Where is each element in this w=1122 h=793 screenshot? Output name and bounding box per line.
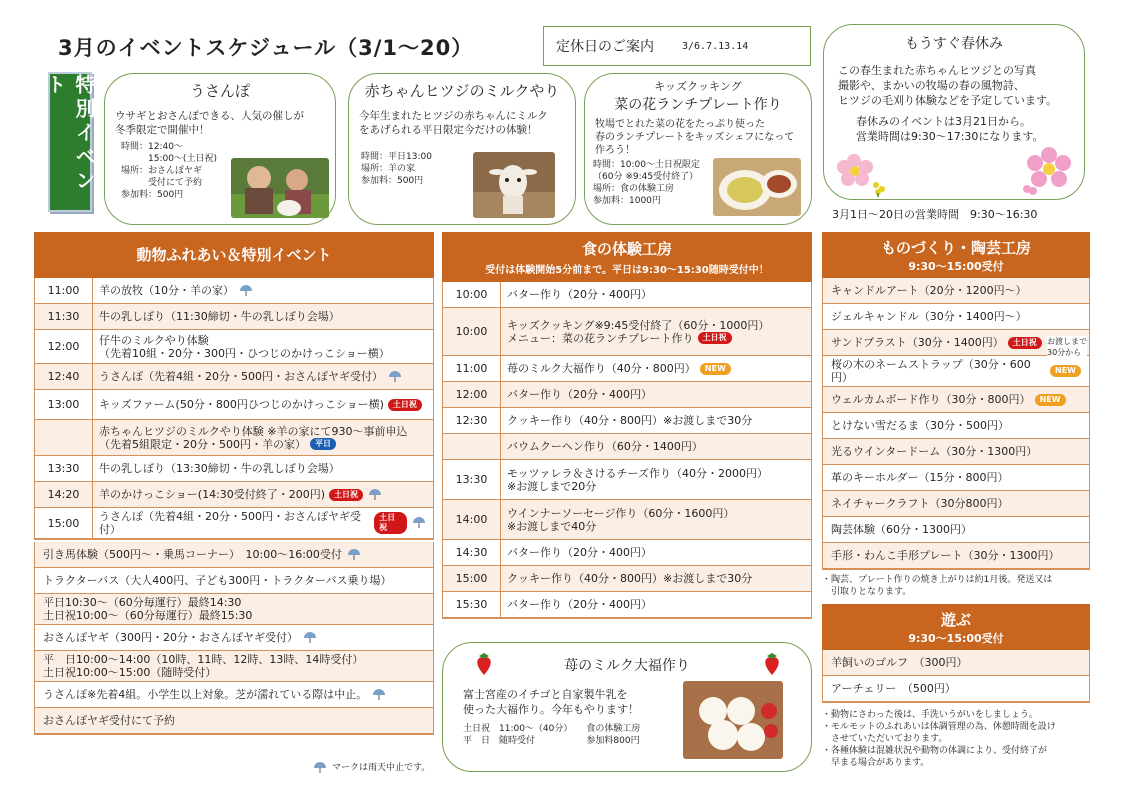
- list-text-line: 羊飼いのゴルフ （300円）: [831, 656, 968, 669]
- food-section-header: [442, 232, 812, 282]
- schedule-row: [443, 282, 811, 308]
- list-content: [831, 523, 972, 536]
- list-content: [43, 714, 175, 727]
- event-time: （60分 ※9:45受付終了）: [593, 172, 699, 182]
- list-text-line: 土日祝10:00〜15:00（随時受付）: [43, 666, 217, 679]
- event-place: 場所：おさんぽヤギ: [121, 166, 203, 176]
- list-text: [43, 630, 318, 646]
- schedule-row: [443, 460, 811, 500]
- event-time: 時間：平日13:00: [361, 152, 432, 162]
- schedule-text-line: 仔牛のミルクやり体験: [99, 333, 209, 347]
- list-content: [831, 393, 1066, 406]
- umbrella-icon: [367, 487, 383, 503]
- schedule-row: [35, 330, 433, 364]
- schedule-time: 15:00: [35, 508, 93, 538]
- schedule-row: [35, 364, 433, 390]
- schedule-row: [35, 304, 433, 330]
- list-text-line: 土日祝10:00〜（60分毎運行）最終15:30: [43, 609, 253, 622]
- list-text: [831, 682, 956, 695]
- schedule-row: [35, 420, 433, 456]
- schedule-text: [507, 572, 805, 585]
- list-row: [823, 413, 1089, 439]
- craft-note: [822, 574, 1090, 598]
- food-section-title: 食の体験工房: [581, 240, 672, 258]
- event-desc: 今年生まれたヒツジの赤ちゃんにミルク: [359, 110, 548, 122]
- list-text: [831, 336, 1042, 349]
- schedule-time: 11:30: [35, 304, 93, 329]
- daifuku-text: 使った大福作り。今年もやります！: [463, 703, 639, 716]
- schedule-text-line: バター作り（20分・400円）: [507, 288, 652, 301]
- event-time: 時間：10:00〜土日祝限定: [593, 160, 700, 170]
- badge-new: NEW: [700, 363, 731, 375]
- list-text: [831, 471, 1009, 484]
- event-title: 赤ちゃんヒツジのミルクやり: [364, 82, 560, 100]
- schedule-text: [507, 598, 805, 611]
- list-text-line: 引き馬体験（500円〜・乗馬コーナー） 10:00〜16:00受付: [43, 548, 342, 561]
- schedule-content: [501, 465, 811, 495]
- flower-icon: [1019, 145, 1081, 197]
- play-section-header: [822, 604, 1090, 650]
- list-text-line: 平日10:30〜（60分毎運行）最終14:30: [43, 596, 242, 609]
- schedule-content: [501, 505, 811, 535]
- schedule-time: [443, 434, 501, 459]
- schedule-text-line: メニュー：菜の花ランチプレート作り: [507, 331, 694, 345]
- umbrella-icon: [302, 630, 318, 646]
- schedule-content: [501, 544, 811, 561]
- event-milk-lamb: [348, 73, 576, 225]
- schedule-text-line: 羊の放牧（10分・羊の家）: [99, 284, 234, 297]
- list-text-line: 革のキーホルダー（15分・800円）: [831, 471, 1009, 484]
- list-row: [35, 625, 433, 651]
- daifuku-info: 参加料800円: [586, 736, 640, 746]
- schedule-text-line: 苺のミルク大福作り（40分・800円）: [507, 362, 696, 375]
- list-content: [43, 653, 363, 679]
- schedule-content: [501, 360, 811, 377]
- list-text: [831, 310, 1027, 323]
- schedule-text-line: モッツァレラ＆さけるチーズ作り（40分・2000円）: [507, 466, 768, 480]
- list-text-line: 陶芸体験（60分・1300円）: [831, 523, 972, 536]
- closed-days-dates: 3/6.7.13.14: [682, 40, 749, 52]
- schedule-row: [35, 508, 433, 539]
- list-content: [831, 445, 1037, 458]
- spring-text: 撮影や、まかいの牧場の春の風物詩、: [838, 79, 1025, 92]
- schedule-row: [443, 308, 811, 356]
- schedule-time: 13:30: [35, 456, 93, 481]
- list-row: [823, 517, 1089, 543]
- list-content: [43, 596, 252, 622]
- schedule-time: 11:00: [443, 356, 501, 381]
- schedule-row: [35, 456, 433, 482]
- schedule-content: [501, 438, 811, 455]
- schedule-content: [93, 308, 433, 325]
- schedule-content: [93, 332, 433, 362]
- list-text-line: トラクターバス（大人400円、子ども300円・トラクターバス乗り場）: [43, 574, 392, 587]
- event-kids-cooking: [584, 73, 812, 225]
- schedule-time: 15:00: [443, 566, 501, 591]
- play-notes: [822, 709, 1090, 769]
- list-content: [831, 419, 1009, 432]
- list-row: [823, 304, 1089, 330]
- list-text: [831, 497, 1008, 510]
- schedule-text: [99, 425, 427, 438]
- event-desc: 牧場でとれた菜の花をたっぷり使った: [595, 119, 765, 130]
- list-text-line: 平 日10:00〜14:00（10時、11時、12時、13時、14時受付）: [43, 653, 364, 666]
- craft-section-subtitle: 9:30〜15:00受付: [908, 260, 1004, 273]
- schedule-text: [507, 388, 805, 401]
- event-time: 15:00〜(土日祝): [121, 154, 217, 164]
- schedule-content: [501, 596, 811, 613]
- umbrella-icon: [346, 547, 362, 563]
- list-content: [831, 358, 1081, 384]
- schedule-text-line: （先着10組・20分・300円・ひつじのかけっこショー横）: [99, 346, 390, 360]
- spring-text: この春生まれた赤ちゃんヒツジとの写真: [838, 64, 1036, 77]
- page-title: 3月のイベントスケジュール（3/1〜20）: [58, 36, 474, 60]
- play-note-line: 早まる場合があります。: [822, 758, 930, 768]
- schedule-time: 10:00: [443, 282, 501, 307]
- schedule-content: [501, 570, 811, 587]
- schedule-content: [501, 317, 811, 347]
- schedule-text-line: ウインナーソーセージ作り（60分・1600円）: [507, 506, 735, 520]
- schedule-text-line: うさんぽ（先着4組・20分・500円・おさんぽヤギ受付）: [99, 510, 361, 536]
- schedule-text: [99, 462, 427, 475]
- schedule-text-line: （先着5組限定・20分・500円・羊の家）: [99, 437, 306, 451]
- list-content: [831, 656, 968, 669]
- badge-weekend: 土日祝: [698, 332, 732, 344]
- schedule-row: [443, 566, 811, 592]
- list-content: [43, 630, 318, 646]
- spring-text: 営業時間は9:30〜17:30になります。: [856, 130, 1044, 143]
- rain-note: [312, 760, 430, 776]
- schedule-text: [99, 398, 427, 411]
- daifuku-info: 土日祝 11:00〜（40分）: [463, 724, 573, 734]
- schedule-content: [501, 286, 811, 303]
- event-desc: 冬季限定で開催中！: [115, 124, 210, 136]
- list-text-line: ネイチャークラフト（30分800円）: [831, 497, 1009, 510]
- list-text: [43, 666, 363, 679]
- badge-weekend: 土日祝: [1008, 337, 1042, 349]
- play-note-line: ・各種体験は混雑状況や動物の体調により、受付終了が: [822, 746, 1048, 756]
- list-text-line: 手形・わんこ手形プレート（30分・1300円）: [831, 549, 1060, 562]
- list-text: [43, 653, 363, 666]
- schedule-time: 12:30: [443, 408, 501, 433]
- list-text-line: おさんぽヤギ受付にて予約: [43, 714, 175, 727]
- schedule-text-line: 赤ちゃんヒツジのミルクやり体験 ※羊の家にて930〜事前申込: [99, 424, 408, 438]
- list-content: [831, 284, 1027, 297]
- list-text: [831, 419, 1009, 432]
- event-place: 受付にて予約: [121, 178, 203, 188]
- play-note-line: させていただいております。: [822, 734, 948, 744]
- play-section: [822, 604, 1090, 769]
- list-content: [831, 497, 1008, 510]
- event-place: 場所：食の体験工房: [593, 184, 675, 194]
- list-row: [823, 543, 1089, 569]
- event-fee: 参加料：500円: [361, 176, 424, 186]
- list-text-line: うさんぽ※先着4組。小学生以上対象。芝が濡れている際は中止。: [43, 688, 368, 701]
- list-text: [43, 547, 362, 563]
- list-text-line: ジェルキャンドル（30分・1400円〜）: [831, 310, 1027, 323]
- list-row: [35, 568, 433, 594]
- food-section-subtitle: 受付は体験開始5分前まで。平日は9:30〜15:30随時受付中！: [485, 265, 769, 276]
- schedule-row: [35, 278, 433, 304]
- list-row: [823, 491, 1089, 517]
- schedule-text: [507, 332, 805, 345]
- lamb-photo: [473, 152, 555, 218]
- schedule-time: 10:00: [443, 308, 501, 355]
- list-text: [43, 687, 387, 703]
- schedule-text: [99, 310, 427, 323]
- event-subtitle: キッズクッキング: [654, 80, 742, 93]
- schedule-row: [443, 592, 811, 618]
- schedule-row: [443, 408, 811, 434]
- list-text-line: 桜の木のネームストラップ（30分・600円）: [831, 358, 1031, 384]
- umbrella-icon: [312, 760, 328, 776]
- play-note-line: ・モルモットのふれあいは体調管理の為、休憩時間を設け: [822, 722, 1056, 732]
- event-place: 場所：羊の家: [361, 164, 416, 174]
- schedule-text: [507, 414, 805, 427]
- schedule-text: [99, 487, 427, 503]
- schedule-text: [99, 510, 427, 536]
- umbrella-icon: [371, 687, 387, 703]
- event-desc: 春のランチプレートをキッズシェフになって: [595, 132, 795, 143]
- event-title: うさんぽ: [189, 82, 250, 100]
- list-row: [823, 387, 1089, 413]
- umbrella-icon: [411, 515, 427, 531]
- craft-side-note: お渡しまで30分から: [1047, 337, 1087, 357]
- strawberry-icon: [761, 651, 783, 677]
- special-event-tab: 特別イベント: [48, 72, 92, 212]
- schedule-text: [99, 438, 427, 451]
- list-text-line: おさんぽヤギ（300円・20分・おさんぽヤギ受付）: [43, 631, 298, 644]
- event-time: 時間：12:40〜: [121, 142, 183, 152]
- event-fee: 参加料：1000円: [593, 196, 661, 206]
- list-row: [35, 682, 433, 708]
- schedule-row: [443, 382, 811, 408]
- list-text: [43, 609, 252, 622]
- schedule-text-line: 羊のかけっこショー(14:30受付終了・200円): [99, 488, 326, 501]
- event-usanpo: [104, 73, 336, 225]
- umbrella-icon: [387, 369, 403, 385]
- schedule-text: [99, 334, 427, 347]
- schedule-time: 11:00: [35, 278, 93, 303]
- spring-title: もうすぐ春休み: [905, 36, 1003, 52]
- list-row: [823, 465, 1089, 491]
- list-text-line: 光るウインタードーム（30分・1300円）: [831, 445, 1038, 458]
- list-text-line: アーチェリー （500円）: [831, 682, 956, 695]
- spring-text: ヒツジの毛刈り体験などを予定しています。: [838, 94, 1058, 107]
- list-row: [35, 594, 433, 625]
- list-text: [831, 445, 1037, 458]
- craft-section-header: [822, 232, 1090, 278]
- play-note-line: ・動物にさわった後は、手洗いうがいをしましょう。: [822, 710, 1038, 720]
- event-title: 菜の花ランチプレート作り: [614, 97, 782, 113]
- rain-note-text: マークは雨天中止です。: [332, 763, 431, 773]
- schedule-content: [93, 367, 433, 387]
- schedule-text: [99, 283, 427, 299]
- schedule-time: [35, 420, 93, 455]
- schedule-time: 15:30: [443, 592, 501, 617]
- animal-section-title: 動物ふれあい＆特別イベント: [34, 232, 434, 278]
- schedule-text-line: キッズファーム(50分・800円ひつじのかけっこショー横): [99, 398, 384, 411]
- schedule-time: 13:00: [35, 390, 93, 419]
- schedule-text: [507, 520, 805, 533]
- schedule-text-line: クッキー作り（40分・800円）※お渡しまで30分: [507, 414, 753, 427]
- schedule-time: 12:40: [35, 364, 93, 389]
- event-desc: 作ろう！: [595, 145, 635, 156]
- animal-extras: [34, 542, 434, 735]
- schedule-text-line: バター作り（20分・400円）: [507, 598, 652, 611]
- list-content: [831, 682, 956, 695]
- craft-note-line: ・陶芸、プレート作りの焼き上がりは約1月後。発送又は: [822, 575, 1053, 585]
- play-section-title: 遊ぶ: [940, 611, 971, 629]
- daifuku-info: 食の体験工房: [586, 724, 641, 734]
- rabbit-photo: [231, 158, 329, 218]
- schedule-content: [93, 460, 433, 477]
- daifuku-info: 平 日 随時受付: [463, 736, 536, 746]
- schedule-text: [99, 347, 427, 360]
- craft-note-line: 引取りとなります。: [822, 587, 912, 597]
- schedule-row: [443, 540, 811, 566]
- list-row: [823, 676, 1089, 702]
- list-text-line: サンドブラスト（30分・1400円）: [831, 336, 1004, 349]
- schedule-time: 13:30: [443, 460, 501, 499]
- schedule-row: [35, 390, 433, 420]
- schedule-row: [443, 356, 811, 382]
- schedule-text: [507, 546, 805, 559]
- schedule-text: [507, 507, 805, 520]
- badge-new: NEW: [1035, 394, 1066, 406]
- list-text-line: キャンドルアート（20分・1200円〜）: [831, 284, 1027, 297]
- strawberry-icon: [473, 651, 495, 677]
- schedule-text: [507, 319, 805, 332]
- list-text-line: とけない雪だるま（30分・500円）: [831, 419, 1009, 432]
- list-row: [35, 708, 433, 734]
- list-text: [43, 714, 175, 727]
- schedule-time: 14:20: [35, 482, 93, 507]
- event-fee: 参加料：500円: [121, 190, 184, 200]
- schedule-text-line: バウムクーヘン作り（60分・1400円）: [507, 440, 703, 453]
- schedule-text: [99, 369, 427, 385]
- schedule-text: [507, 480, 805, 493]
- daifuku-text: 富士宮産のイチゴと自家製牛乳を: [463, 688, 628, 701]
- list-text-line: ウェルカムボード作り（30分・800円）: [831, 393, 1031, 406]
- list-content: [43, 547, 362, 563]
- schedule-time: 14:00: [443, 500, 501, 539]
- list-content: [831, 310, 1027, 323]
- list-text: [831, 393, 1066, 406]
- daifuku-box: [442, 642, 812, 772]
- list-content: [831, 336, 1042, 349]
- play-section-subtitle: 9:30〜15:00受付: [908, 632, 1004, 645]
- schedule-text-line: 牛の乳しぼり（11:30締切・牛の乳しぼり会場）: [99, 310, 340, 323]
- schedule-content: [93, 508, 433, 538]
- schedule-content: [93, 281, 433, 301]
- list-text: [831, 523, 972, 536]
- event-desc: をあげられる平日限定今だけの体験！: [359, 124, 538, 136]
- list-row: [823, 278, 1089, 304]
- schedule-text-line: ※お渡しまで40分: [507, 519, 597, 533]
- list-row: [35, 542, 433, 568]
- schedule-text-line: うさんぽ（先着4組・20分・500円・おさんぽヤギ受付）: [99, 370, 383, 383]
- list-text: [43, 574, 391, 587]
- daifuku-photo: [683, 681, 783, 759]
- flower-icon: [832, 149, 892, 197]
- craft-section: [822, 232, 1090, 598]
- spring-break-box: [823, 24, 1085, 200]
- event-desc: ウサギとおさんぽできる、人気の催しが: [115, 110, 304, 122]
- schedule-content: [93, 485, 433, 505]
- schedule-text: [507, 362, 805, 375]
- schedule-row: [35, 482, 433, 508]
- schedule-content: [93, 423, 433, 453]
- list-content: [831, 471, 1009, 484]
- schedule-text-line: キッズクッキング※9:45受付終了（60分・1000円）: [507, 318, 770, 332]
- schedule-text-line: バター作り（20分・400円）: [507, 388, 652, 401]
- badge-weekday: 平日: [310, 438, 336, 450]
- list-row: [823, 439, 1089, 465]
- list-text: [43, 596, 252, 609]
- schedule-text-line: 牛の乳しぼり（13:30締切・牛の乳しぼり会場）: [99, 462, 340, 475]
- list-row: [823, 650, 1089, 676]
- schedule-time: 12:00: [443, 382, 501, 407]
- schedule-text: [507, 467, 805, 480]
- business-hours: 3月1日〜20日の営業時間 9:30〜16:30: [832, 208, 1038, 221]
- schedule-text: [507, 440, 805, 453]
- list-content: [43, 687, 387, 703]
- list-text: [831, 358, 1081, 384]
- list-content: [43, 574, 391, 587]
- badge-weekend: 土日祝: [374, 512, 407, 534]
- lunch-plate-photo: [713, 158, 801, 216]
- list-text: [831, 656, 968, 669]
- list-row: [823, 356, 1089, 387]
- daifuku-title: 苺のミルク大福作り: [564, 658, 690, 674]
- schedule-content: [501, 412, 811, 429]
- list-text: [831, 284, 1027, 297]
- schedule-row: [443, 500, 811, 540]
- badge-weekend: 土日祝: [329, 489, 363, 501]
- schedule-row: [443, 434, 811, 460]
- schedule-content: [501, 386, 811, 403]
- schedule-text-line: ※お渡しまで20分: [507, 479, 597, 493]
- list-text: [831, 549, 1060, 562]
- food-section: [442, 232, 812, 619]
- closed-days-label: 定休日のご案内: [556, 39, 654, 55]
- animal-section: [34, 232, 434, 542]
- badge-new: NEW: [1050, 365, 1081, 377]
- schedule-time: 12:00: [35, 330, 93, 363]
- closed-days-box: [543, 26, 811, 66]
- umbrella-icon: [238, 283, 254, 299]
- list-content: [831, 549, 1060, 562]
- list-row: [35, 651, 433, 682]
- schedule-time: 14:30: [443, 540, 501, 565]
- schedule-content: [93, 396, 433, 413]
- schedule-text-line: バター作り（20分・400円）: [507, 546, 652, 559]
- badge-weekend: 土日祝: [388, 399, 422, 411]
- craft-section-title: ものづくり・陶芸工房: [880, 239, 1031, 257]
- spring-text: 春休みのイベントは3月21日から。: [856, 115, 1031, 128]
- schedule-text-line: クッキー作り（40分・800円）※お渡しまで30分: [507, 572, 753, 585]
- schedule-text: [507, 288, 805, 301]
